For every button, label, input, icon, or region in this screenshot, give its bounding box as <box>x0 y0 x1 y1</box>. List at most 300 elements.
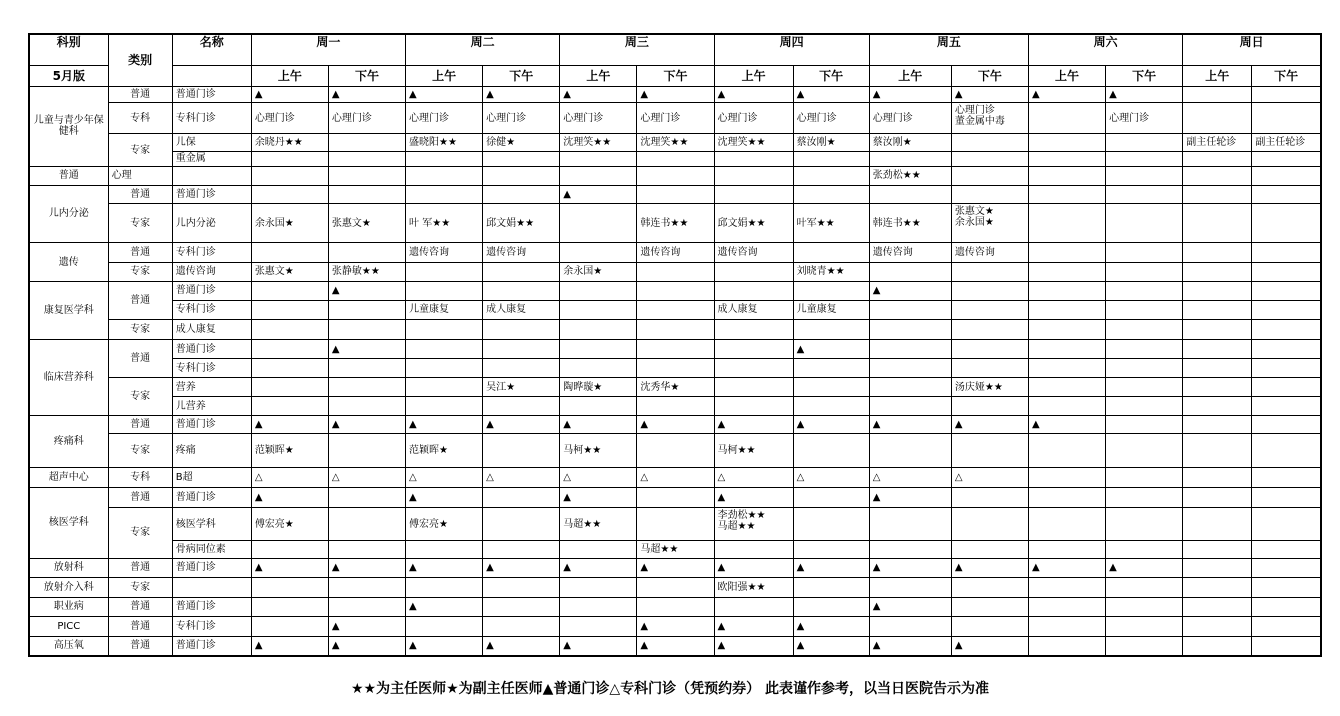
clinic-name-cell: 骨病同位素 <box>172 541 251 558</box>
schedule-cell <box>483 397 560 416</box>
schedule-cell <box>951 617 1028 637</box>
schedule-cell: 遗传咨询 <box>637 243 714 263</box>
schedule-cell: ▲ <box>714 86 793 102</box>
schedule-cell: △ <box>793 468 869 488</box>
schedule-cell: ▲ <box>560 487 637 508</box>
schedule-cell: 范颖晖★ <box>251 434 328 468</box>
table-row <box>29 134 1321 151</box>
schedule-cell: ▲ <box>406 487 483 508</box>
schedule-cell <box>714 282 793 301</box>
table-row <box>29 103 1321 134</box>
header-am: 上午 <box>560 66 637 87</box>
schedule-cell <box>1028 397 1105 416</box>
header-name-blank <box>172 66 251 87</box>
schedule-cell: 张惠文★ <box>251 262 328 282</box>
schedule-cell: ▲ <box>869 636 951 656</box>
schedule-cell: △ <box>406 468 483 488</box>
dept-cell: 康复医学科 <box>29 282 108 340</box>
clinic-name-cell: 普通门诊 <box>172 558 251 578</box>
schedule-cell <box>483 282 560 301</box>
header-am: 上午 <box>251 66 328 87</box>
schedule-cell <box>1106 185 1183 204</box>
schedule-cell <box>1028 468 1105 488</box>
schedule-cell <box>637 434 714 468</box>
schedule-cell <box>1028 134 1105 151</box>
schedule-cell <box>714 167 793 186</box>
schedule-cell: ▲ <box>560 415 637 434</box>
dept-cell: 临床营养科 <box>29 339 108 415</box>
schedule-cell <box>1252 185 1321 204</box>
clinic-name-cell: 专科门诊 <box>172 243 251 263</box>
schedule-cell <box>1106 300 1183 320</box>
schedule-cell <box>793 320 869 340</box>
table-row <box>29 204 1321 243</box>
clinic-name-cell: 普通门诊 <box>172 86 251 102</box>
schedule-cell <box>1028 487 1105 508</box>
schedule-cell <box>637 597 714 617</box>
schedule-cell <box>1106 541 1183 558</box>
table-row <box>29 597 1321 617</box>
schedule-cell: ▲ <box>714 558 793 578</box>
schedule-cell: ▲ <box>714 617 793 637</box>
table-row <box>29 377 1321 397</box>
category-cell: 专家 <box>108 262 172 282</box>
category-cell: 普通 <box>108 339 172 377</box>
schedule-cell: ▲ <box>483 86 560 102</box>
schedule-cell <box>793 151 869 166</box>
schedule-cell <box>251 597 328 617</box>
schedule-cell <box>1183 617 1252 637</box>
schedule-cell: 张惠文★ <box>328 204 405 243</box>
schedule-cell <box>637 487 714 508</box>
schedule-cell <box>1106 262 1183 282</box>
schedule-cell: ▲ <box>328 636 405 656</box>
schedule-cell <box>951 282 1028 301</box>
table-row <box>29 320 1321 340</box>
clinic-name-cell: 普通门诊 <box>172 339 251 359</box>
table-row <box>29 86 1321 102</box>
schedule-cell <box>328 597 405 617</box>
dept-cell: 放射科 <box>29 558 108 578</box>
schedule-cell <box>1183 558 1252 578</box>
schedule-cell <box>714 597 793 617</box>
schedule-cell <box>1252 434 1321 468</box>
schedule-cell: 心理门诊 <box>328 103 405 134</box>
schedule-cell <box>1028 597 1105 617</box>
schedule-cell <box>869 359 951 378</box>
schedule-cell <box>328 359 405 378</box>
schedule-cell: ▲ <box>793 558 869 578</box>
schedule-cell: 心理门诊 <box>560 103 637 134</box>
schedule-cell: 遗传咨询 <box>869 243 951 263</box>
schedule-cell <box>951 151 1028 166</box>
schedule-cell <box>560 541 637 558</box>
schedule-cell <box>251 339 328 359</box>
schedule-table <box>28 33 1322 657</box>
schedule-cell: 余永国★ <box>251 204 328 243</box>
schedule-cell <box>1028 377 1105 397</box>
clinic-name-cell: 专科门诊 <box>172 300 251 320</box>
schedule-cell <box>714 541 793 558</box>
schedule-cell <box>714 339 793 359</box>
schedule-cell <box>1028 103 1105 134</box>
schedule-cell: ▲ <box>406 415 483 434</box>
schedule-cell <box>328 243 405 263</box>
schedule-cell <box>483 578 560 598</box>
schedule-cell <box>560 578 637 598</box>
schedule-cell <box>1106 578 1183 598</box>
schedule-cell: 张劲松★★ <box>869 167 951 186</box>
schedule-cell <box>1028 578 1105 598</box>
schedule-cell <box>1252 636 1321 656</box>
schedule-cell <box>714 320 793 340</box>
schedule-cell <box>1252 508 1321 541</box>
schedule-cell <box>1028 151 1105 166</box>
category-cell: 普通 <box>108 617 172 637</box>
schedule-cell <box>483 167 560 186</box>
schedule-cell <box>793 282 869 301</box>
category-cell: 普通 <box>29 167 108 186</box>
schedule-cell <box>951 597 1028 617</box>
schedule-cell <box>560 151 637 166</box>
schedule-cell <box>251 300 328 320</box>
schedule-cell <box>793 541 869 558</box>
schedule-cell <box>869 397 951 416</box>
schedule-cell <box>560 617 637 637</box>
schedule-cell: 遗传咨询 <box>951 243 1028 263</box>
schedule-cell <box>406 339 483 359</box>
schedule-cell <box>1028 204 1105 243</box>
schedule-cell <box>328 508 405 541</box>
clinic-name-cell: 疼痛 <box>172 434 251 468</box>
schedule-cell <box>1183 468 1252 488</box>
schedule-cell <box>793 487 869 508</box>
schedule-cell <box>560 204 637 243</box>
schedule-cell: ▲ <box>328 415 405 434</box>
schedule-cell <box>328 487 405 508</box>
schedule-cell <box>328 151 405 166</box>
schedule-cell: 沈理笑★★ <box>637 134 714 151</box>
schedule-cell <box>1106 204 1183 243</box>
schedule-cell <box>714 151 793 166</box>
schedule-cell: 心理门诊 <box>483 103 560 134</box>
schedule-cell <box>714 377 793 397</box>
schedule-cell <box>637 167 714 186</box>
schedule-cell: ▲ <box>714 636 793 656</box>
schedule-cell: 心理门诊 <box>1106 103 1183 134</box>
schedule-cell: 副主任轮诊 <box>1252 134 1321 151</box>
schedule-cell <box>1183 636 1252 656</box>
schedule-cell: 范颖晖★ <box>406 434 483 468</box>
schedule-cell: 余永国★ <box>560 262 637 282</box>
header-pm: 下午 <box>637 66 714 87</box>
dept-cell: 超声中心 <box>29 468 108 488</box>
schedule-cell <box>869 262 951 282</box>
schedule-cell <box>637 282 714 301</box>
schedule-cell: 马超★★ <box>560 508 637 541</box>
schedule-cell <box>1183 243 1252 263</box>
schedule-cell: ▲ <box>406 636 483 656</box>
schedule-cell <box>251 578 328 598</box>
schedule-cell <box>793 359 869 378</box>
header-dept: 科别 <box>29 34 108 66</box>
schedule-cell <box>483 359 560 378</box>
schedule-cell <box>793 434 869 468</box>
schedule-cell <box>251 320 328 340</box>
schedule-cell <box>1252 103 1321 134</box>
category-cell: 专科 <box>108 103 172 134</box>
schedule-cell <box>1028 185 1105 204</box>
schedule-cell <box>560 597 637 617</box>
header-pm: 下午 <box>1106 66 1183 87</box>
category-cell: 普通 <box>108 558 172 578</box>
schedule-cell <box>483 151 560 166</box>
schedule-cell <box>1183 86 1252 102</box>
schedule-cell <box>251 243 328 263</box>
schedule-cell <box>328 320 405 340</box>
schedule-cell <box>560 397 637 416</box>
schedule-cell: ▲ <box>637 415 714 434</box>
schedule-cell <box>1252 377 1321 397</box>
schedule-cell: 李劲松★★ 马超★★ <box>714 508 793 541</box>
schedule-cell <box>951 134 1028 151</box>
schedule-cell: ▲ <box>328 617 405 637</box>
schedule-cell <box>251 377 328 397</box>
schedule-cell <box>1106 468 1183 488</box>
table-row <box>29 359 1321 378</box>
schedule-cell <box>1106 434 1183 468</box>
schedule-cell <box>1252 339 1321 359</box>
schedule-cell <box>1252 320 1321 340</box>
schedule-cell: 傅宏亮★ <box>251 508 328 541</box>
table-row <box>29 636 1321 656</box>
schedule-cell <box>869 320 951 340</box>
schedule-cell <box>406 185 483 204</box>
schedule-cell <box>714 397 793 416</box>
clinic-name-cell: 核医学科 <box>172 508 251 541</box>
schedule-cell <box>1028 243 1105 263</box>
schedule-cell <box>793 597 869 617</box>
schedule-cell: 沈秀华★ <box>637 377 714 397</box>
schedule-cell <box>1183 359 1252 378</box>
schedule-cell <box>1106 134 1183 151</box>
schedule-cell: 欧阳强★★ <box>714 578 793 598</box>
schedule-cell: ▲ <box>793 86 869 102</box>
table-row <box>29 151 1321 166</box>
schedule-cell <box>251 617 328 637</box>
schedule-cell <box>793 397 869 416</box>
schedule-cell <box>714 185 793 204</box>
schedule-cell: ▲ <box>1028 558 1105 578</box>
clinic-name-cell: 成人康复 <box>172 320 251 340</box>
schedule-cell <box>1106 151 1183 166</box>
schedule-cell: 遗传咨询 <box>714 243 793 263</box>
schedule-cell: ▲ <box>793 415 869 434</box>
schedule-cell <box>951 359 1028 378</box>
schedule-cell <box>1183 262 1252 282</box>
schedule-cell <box>1028 262 1105 282</box>
schedule-cell <box>637 300 714 320</box>
table-row <box>29 541 1321 558</box>
schedule-cell <box>1183 320 1252 340</box>
header-am: 上午 <box>1183 66 1252 87</box>
schedule-cell: 盛晓阳★★ <box>406 134 483 151</box>
schedule-cell <box>328 185 405 204</box>
header-pm: 下午 <box>793 66 869 87</box>
schedule-cell <box>637 151 714 166</box>
schedule-cell <box>1183 185 1252 204</box>
category-cell: 专科 <box>108 468 172 488</box>
schedule-cell <box>406 151 483 166</box>
category-cell: 专家 <box>108 204 172 243</box>
header-day-sun: 周日 <box>1183 34 1321 66</box>
schedule-cell <box>1028 434 1105 468</box>
schedule-cell <box>483 185 560 204</box>
schedule-cell: 心理门诊 <box>869 103 951 134</box>
schedule-cell <box>1028 339 1105 359</box>
schedule-cell <box>951 339 1028 359</box>
schedule-cell: 马柯★★ <box>714 434 793 468</box>
schedule-cell <box>1106 415 1183 434</box>
schedule-cell <box>406 377 483 397</box>
schedule-cell <box>1106 282 1183 301</box>
schedule-cell <box>251 359 328 378</box>
header-type: 类别 <box>108 34 172 86</box>
schedule-cell <box>869 434 951 468</box>
clinic-name-cell: 重金属 <box>172 151 251 166</box>
schedule-cell <box>869 617 951 637</box>
schedule-cell: 成人康复 <box>714 300 793 320</box>
category-cell: 普通 <box>108 86 172 102</box>
schedule-cell <box>251 167 328 186</box>
dept-cell: 职业病 <box>29 597 108 617</box>
dept-cell: 遗传 <box>29 243 108 282</box>
schedule-cell <box>1028 300 1105 320</box>
schedule-cell <box>560 300 637 320</box>
dept-cell: 核医学科 <box>29 487 108 558</box>
schedule-cell: ▲ <box>1106 558 1183 578</box>
clinic-name-cell: 普通门诊 <box>172 415 251 434</box>
schedule-cell <box>637 339 714 359</box>
schedule-cell <box>560 243 637 263</box>
schedule-cell: ▲ <box>328 282 405 301</box>
schedule-cell <box>406 359 483 378</box>
schedule-cell <box>1028 167 1105 186</box>
schedule-cell: 马超★★ <box>637 541 714 558</box>
schedule-cell <box>483 487 560 508</box>
table-row <box>29 468 1321 488</box>
header-day-wed: 周三 <box>560 34 714 66</box>
schedule-cell <box>1252 151 1321 166</box>
schedule-cell: △ <box>251 468 328 488</box>
schedule-cell: 韩连书★★ <box>637 204 714 243</box>
schedule-cell: ▲ <box>793 339 869 359</box>
schedule-cell: 心理门诊 <box>793 103 869 134</box>
schedule-cell <box>1183 578 1252 598</box>
clinic-name-cell: 儿营养 <box>172 397 251 416</box>
schedule-cell: ▲ <box>483 636 560 656</box>
schedule-cell <box>793 185 869 204</box>
schedule-cell <box>793 167 869 186</box>
schedule-cell: ▲ <box>869 282 951 301</box>
table-row <box>29 578 1321 598</box>
schedule-cell: 心理门诊 <box>406 103 483 134</box>
table-row <box>29 617 1321 637</box>
schedule-cell <box>483 262 560 282</box>
schedule-cell <box>1252 282 1321 301</box>
schedule-cell <box>1183 597 1252 617</box>
schedule-cell <box>1106 339 1183 359</box>
schedule-cell <box>406 320 483 340</box>
schedule-cell <box>1252 86 1321 102</box>
header-day-tue: 周二 <box>406 34 560 66</box>
schedule-cell <box>1252 359 1321 378</box>
schedule-cell: ▲ <box>1028 86 1105 102</box>
schedule-cell <box>1183 339 1252 359</box>
schedule-cell <box>1183 508 1252 541</box>
schedule-cell: ▲ <box>328 339 405 359</box>
table-row <box>29 282 1321 301</box>
schedule-cell <box>1252 415 1321 434</box>
schedule-cell: ▲ <box>869 86 951 102</box>
header-day-mon: 周一 <box>251 34 405 66</box>
table-row <box>29 434 1321 468</box>
schedule-cell <box>1028 282 1105 301</box>
schedule-cell <box>251 541 328 558</box>
schedule-cell <box>483 434 560 468</box>
schedule-cell: ▲ <box>951 86 1028 102</box>
schedule-cell: ▲ <box>560 636 637 656</box>
clinic-name-cell: 普通门诊 <box>172 185 251 204</box>
category-cell: 专家 <box>108 508 172 558</box>
schedule-cell <box>951 508 1028 541</box>
schedule-cell: 儿童康复 <box>793 300 869 320</box>
schedule-cell: ▲ <box>637 636 714 656</box>
category-cell: 专家 <box>108 434 172 468</box>
schedule-cell: 叶 军★★ <box>406 204 483 243</box>
schedule-cell <box>1106 636 1183 656</box>
schedule-cell: ▲ <box>406 558 483 578</box>
schedule-cell: ▲ <box>1028 415 1105 434</box>
schedule-cell <box>1106 320 1183 340</box>
schedule-cell <box>483 320 560 340</box>
clinic-name-cell: B超 <box>172 468 251 488</box>
schedule-cell <box>793 578 869 598</box>
schedule-cell <box>951 185 1028 204</box>
schedule-cell: 张静敏★★ <box>328 262 405 282</box>
schedule-cell <box>1183 541 1252 558</box>
schedule-cell <box>251 397 328 416</box>
schedule-cell <box>406 617 483 637</box>
schedule-cell: △ <box>483 468 560 488</box>
schedule-cell: 沈理笑★★ <box>714 134 793 151</box>
schedule-cell <box>251 151 328 166</box>
schedule-cell: ▲ <box>406 86 483 102</box>
header-pm: 下午 <box>1252 66 1321 87</box>
schedule-cell <box>1183 397 1252 416</box>
header-version: 5月版 <box>29 66 108 87</box>
schedule-cell <box>1252 617 1321 637</box>
schedule-cell <box>483 597 560 617</box>
schedule-cell <box>869 185 951 204</box>
schedule-cell: ▲ <box>793 617 869 637</box>
schedule-cell <box>406 541 483 558</box>
schedule-cell <box>1252 243 1321 263</box>
clinic-name-cell: 普通门诊 <box>172 487 251 508</box>
schedule-cell <box>951 434 1028 468</box>
schedule-cell <box>637 320 714 340</box>
schedule-cell <box>328 397 405 416</box>
